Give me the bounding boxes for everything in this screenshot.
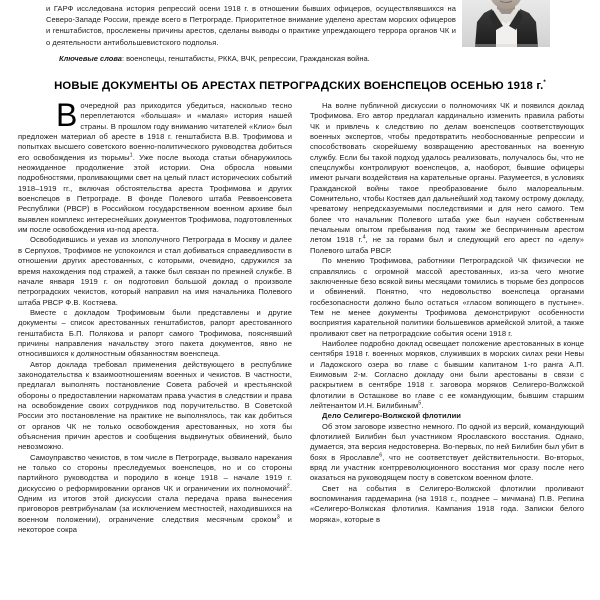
left-paragraph-2: Освободившись и уехав из злополучного Петрограда в Москву и далее в Серпухов, Трофимов не успокоился и стал добиваться справедливости в отношении других арестованных, с которыми, очевидно, сдружился за время нахождения под стражей, а также был связан по прежней службе. В начале января 1919 г. он подготовил большой доклад о произволе петроградских чекистов, который направил на имя начальника Полевого штаба РВСР Ф.В. Костяева.	[18, 235, 292, 307]
left-column	[18, 97, 292, 535]
keywords-label: Ключевые слова	[59, 53, 122, 63]
author-photo-image	[462, 0, 550, 47]
right-p3-tail: .	[421, 400, 424, 410]
left-p5-mid: . Одним из итогов этой дискуссии стала передача права вынесения приговоров ревтрибуналам (за исключением местностей, находившихся на военном положении), ограничение следствия месячным сроком	[18, 483, 292, 524]
author-photo	[462, 0, 550, 47]
drop-cap: В	[56, 97, 78, 133]
keywords-line	[46, 53, 456, 64]
right-paragraph-4	[310, 422, 584, 484]
right-p3-body: Наиболее подробно доклад освещает положение арестованных в конце сентября 1918 г. военных моряков, служивших в морских силах реки Невы и Ладожского озера во главе с бывшим капитаном 1-го ранга А.П. Екимовым 2-м. Согласно докладу они были арестованы в связи с раскрытием в сентябре 1918 г. заговора моряков Селигеро-Волжской флотилии в Осташкове во главе с ее командующим, бывшим старшим лейтенантом И.Н. Билибиным	[310, 338, 584, 410]
abstract-block	[46, 3, 456, 64]
left-paragraph-4: Автор доклада требовал применения действующего в республике законодательства к взаимоотношениям военных и чекистов. В частности, предлагал выполнять постановление Совета рабочей и крестьянской обороны о предоставлении наркоматам права участия в следствии и права на освобождение своих сотрудников под поручительство. В Советской России это постановление на практике не выполнялось, так как добиться от органов ЧК не только освобождения арестованных, но хотя бы объяснения причин арестов и сообщения выдвинутых обвинений, было невозможно.	[18, 359, 292, 452]
left-p1-body: очередной раз приходится убедиться, насколько тесно переплетаются «большая» и «малая» история нашей страны. В прошлом году вниманию читателей «Клио» был предложен материал об аресте в 1918 г. генштабиста В.В. Трофимова и попытках высшего советского военно-политического руководства добиться его освобождения из тюрьмы	[18, 101, 292, 162]
footnote-ref-4: 4	[362, 234, 366, 241]
right-paragraph-3	[310, 339, 584, 411]
title-footnote-marker: *	[543, 80, 546, 87]
section-subheading: Дело Селигеро-Волжской флотилии	[322, 411, 462, 421]
right-paragraph-1	[310, 101, 584, 256]
left-paragraph-5	[18, 453, 292, 536]
right-column	[310, 101, 584, 535]
left-paragraph-1	[18, 97, 292, 235]
left-p1-tail: . Уже после выхода статьи обнаружилось неожиданное продолжение этой истории. Она обросла новыми подробностями, проливающими свет на целый пласт исторических событий 1918–1919 гг., включая обстоятельства ареста Трофимова и других военспецов в Петрограде. В фонде Полевого штаба Реввоенсовета Республики (РВСР) в Российском государственном военном архиве был выявлен комплекс интереснейших документов Трофимова, подготовленных им после освобождения из-под ареста.	[18, 152, 292, 235]
footnote-ref-1: 1	[129, 152, 133, 159]
right-p4-head: Об этом заговоре известно немного. По одной из версий, командующий флотилией Билибин был участником Ярославского восстания. Однако, думается, эта версия недостоверна. Во-первых, по ней Билибин был убит в боях в Ярославле	[310, 421, 584, 462]
page-title	[0, 80, 600, 92]
right-p4-tail: , что не соответствует действительности. Во-вторых, вряд ли участник контрреволюционного восстания мог сразу после него оказаться на руководящем посту в советском военном флоте.	[310, 452, 584, 483]
keywords-value: : военспецы, генштабисты, РККА, ВЧК, репрессии, Гражданская война.	[121, 53, 370, 63]
footnote-ref-3: 3	[276, 514, 280, 521]
abstract-paragraph: и ГАРФ исследована история репрессий осени 1918 г. в отношении бывших офицеров, осуществлявшихся на Северо-Западе России, прежде всего в Петрограде. Приоритетное внимание уделено арестам морских офицеров и генштабистов, прослежены причины арестов, сделаны выводы о практике упреждающего террора органов ЧК и о деятельности антибольшевистского подполья.	[46, 4, 456, 47]
body-columns	[18, 97, 585, 535]
right-p1-body: На волне публичной дискуссии о полномочиях ЧК и появился доклад Трофимова. Его автор предлагал кардинально изменить правила работы ЧК и привлечь к следствию по делам военспецов соответствующих военных экспертов, чтобы предотвратить необоснованные репрессии и способствовать скорейшему возвращению арестованных на военную службу. Если бы такой подход удалось реализовать, получалось бы, что не спецслужбы контролируют военспецов, а, наоборот, бывшие офицеры имеют рычаги воздействия на карательные органы. Разумеется, в условиях Гражданской войны такое преобразование было малореальным. Сомнительно, чтобы Костяев дал дальнейший ход такому острому докладу, чреватому непредсказуемыми последствиями и для него самого. Тем более что начальник Полевого штаба уже был научен собственным печальным опытом пребывания под таким же беспричинным арестом летом 1918 г.	[310, 101, 584, 245]
footnote-ref-2: 2	[286, 483, 290, 490]
left-p5-head: Самоуправство чекистов, в том числе в Петрограде, вызвало нарекания не только со стороны преследуемых военспецов, но и со стороны партийного руководства и породило в конце 1918 – начале 1919 г. дискуссию о реформировании органов ЧК и ограничении их полномочий	[18, 452, 292, 493]
left-p5-tail: и некоторое сокра	[18, 514, 292, 535]
footnote-ref-5: 5	[418, 400, 422, 407]
right-p1-tail: , не за горами был и следующий его арест по «делу» Полевого штаба РВСР.	[310, 235, 585, 255]
page-title-text: НОВЫЕ ДОКУМЕНТЫ ОБ АРЕСТАХ ПЕТРОГРАДСКИХ ВОЕНСПЕЦОВ ОСЕНЬЮ 1918 г.	[54, 80, 544, 92]
right-paragraph-2: По мнению Трофимова, работники Петроградской ЧК физически не справлялись с огромной массой арестованных, из-за чего многие заключенные безо всякой вины месяцами томились в тюрьме без допросов и обвинений. Понятно, что недовольство военспеца органами госбезопасности должно было остаться «гласом вопиющего в пустыне». Тем не менее документы Трофимова демонстрируют особенности восприятия карательной политики большевиков армейской элитой, а также проливают свет на петроградские события осени 1918 г.	[310, 256, 584, 338]
left-paragraph-3: Вместе с докладом Трофимовым были представлены и другие документы – список арестованных генштабистов, рапорт арестованного генштабиста Б.П. Полякова и рапорт самого Трофимова, пояснявший причины направления начальству этого пакета документов, явно не относившихся к должностным обязанностям военспеца.	[18, 307, 292, 359]
right-paragraph-5: Свет на события в Селигеро-Волжской флотилии проливают воспоминания гардемарина (на 1918 г., позднее – мичмана) П.В. Репина «Селигеро-Волжская флотилия. Кампания 1918 года. Записки белого моряка», которые в	[310, 483, 584, 524]
footnote-ref-6: 6	[379, 452, 383, 459]
